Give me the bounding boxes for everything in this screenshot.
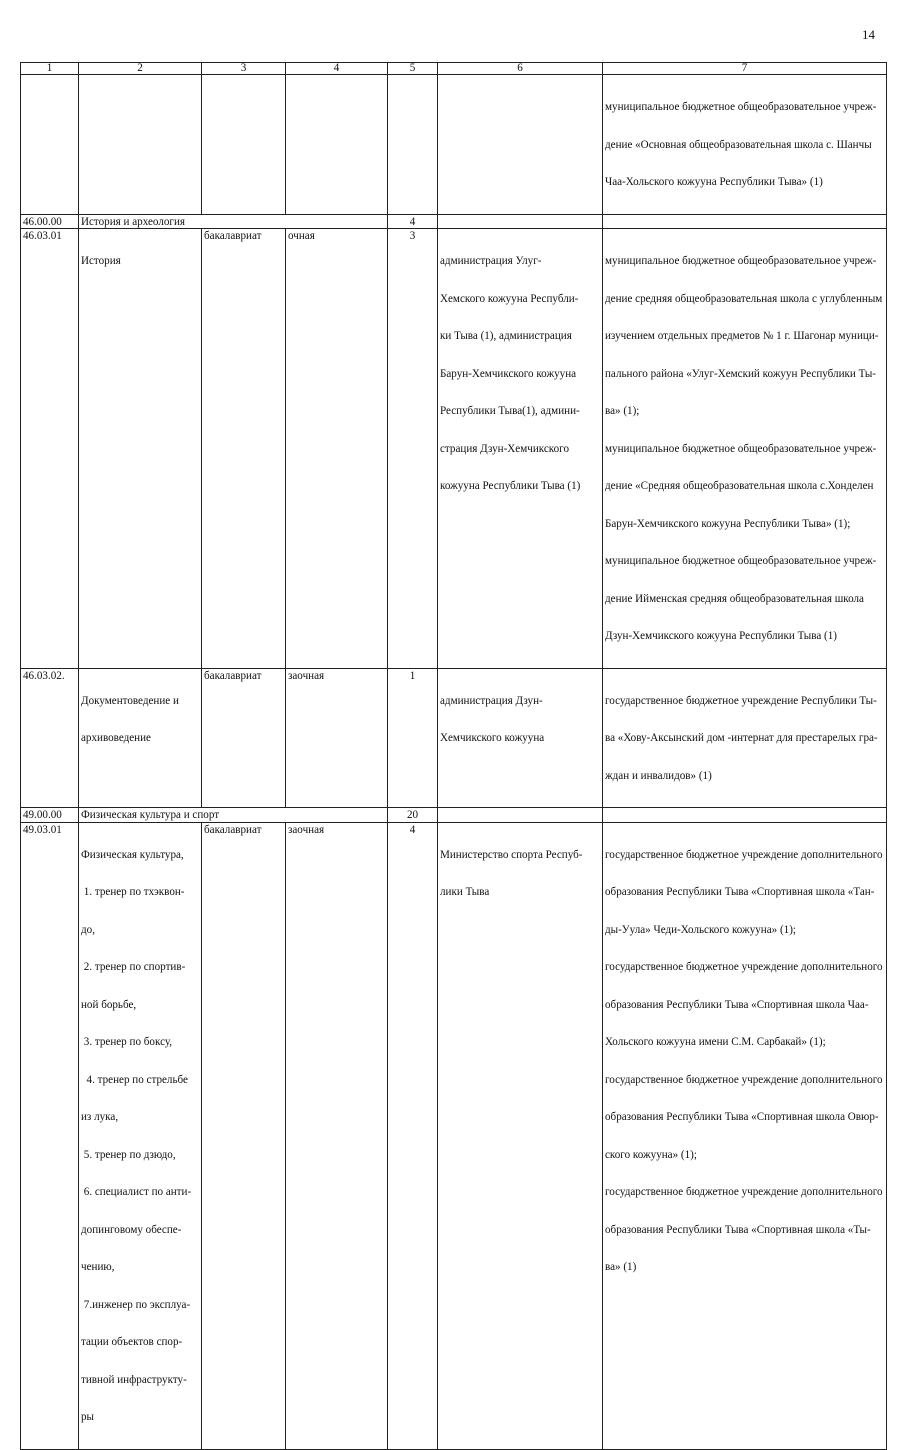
text-line: Дзун-Хемчикского кожууна Республики Тыва (1) [605, 630, 837, 642]
text-line: образования Республики Тыва «Спортивная школа Чаа- [605, 998, 869, 1011]
text-line: архивоведение [81, 732, 151, 744]
count-cell: 3 [388, 229, 438, 669]
form-cell: заочная [286, 822, 388, 1449]
text-line: ры [81, 1411, 95, 1423]
text-line: Хемского кожууна Республи- [440, 292, 579, 305]
code-cell: 49.03.01 [21, 822, 79, 1449]
text-line: муниципальное бюджетное общеобразовательное учреж- [605, 255, 877, 267]
text-line: из лука, [81, 1111, 119, 1123]
group-title-cell: История и археология [79, 214, 388, 229]
text-line: ждан и инвалидов» (1) [605, 769, 712, 782]
organization-cell [603, 229, 887, 669]
form-cell: очная [286, 229, 388, 669]
text-line: Хольского кожууна имени С.М. Сарбакай» (1); [605, 1036, 826, 1048]
text-line: История [81, 255, 121, 267]
employer-cell [438, 75, 603, 215]
text-line: 5. тренер по дзюдо, [81, 1148, 176, 1161]
text-line: тации объектов спор- [81, 1336, 183, 1348]
level-cell [202, 75, 286, 215]
text-line: государственное бюджетное учреждение дополнительного [605, 1073, 883, 1086]
text-line: государственное бюджетное учреждение Республики Ты- [605, 694, 877, 707]
text-line: изучением отдельных предметов № 1 г. Шагонар муници- [605, 330, 879, 342]
code-cell [21, 75, 79, 215]
text-line: допинговому обеспе- [81, 1223, 182, 1236]
text-line: Хемчикского кожууна [440, 732, 545, 744]
programs-table [20, 62, 887, 1450]
group-code-cell: 49.00.00 [21, 808, 79, 823]
text-line: кожууна Республики Тыва (1) [440, 480, 581, 492]
text-line: администрация Дзун- [440, 694, 543, 707]
text-line: государственное бюджетное учреждение дополнительного [605, 1186, 883, 1198]
text-line: 4. тренер по стрельбе [81, 1073, 188, 1086]
group-count-cell: 4 [388, 214, 438, 229]
count-cell: 4 [388, 822, 438, 1449]
form-cell [286, 75, 388, 215]
text-line: ды-Уула» Чеди-Хольского кожууна» (1); [605, 923, 797, 936]
header-cell: 3 [202, 63, 286, 75]
text-line: Республики Тыва(1), админи- [440, 405, 580, 417]
text-line: дение средняя общеобразовательная школа с углубленным [605, 292, 883, 305]
level-cell: бакалавриат [202, 668, 286, 808]
text-line: чению, [81, 1261, 115, 1273]
text-line: Чаа-Хольского кожууна Республики Тыва» (1) [605, 176, 823, 188]
header-cell: 1 [21, 63, 79, 75]
program-cell [79, 668, 202, 808]
program-cell [79, 229, 202, 669]
header-cell: 2 [79, 63, 202, 75]
text-line: государственное бюджетное учреждение дополнительного [605, 848, 883, 861]
empty-cell [603, 808, 887, 823]
table-row [21, 668, 887, 808]
header-cell: 4 [286, 63, 388, 75]
organization-cell [603, 822, 887, 1449]
text-line: 1. тренер по тхэквон- [81, 886, 185, 898]
text-line: до, [81, 923, 95, 936]
text-line: ва «Хову-Аксынский дом -интернат для престарелых гра- [605, 732, 878, 744]
text-line: страция Дзун-Хемчикского [440, 442, 570, 455]
text-line: государственное бюджетное учреждение дополнительного [605, 961, 883, 973]
text-line: тивной инфраструкту- [81, 1373, 187, 1386]
text-line: муниципальное бюджетное общеобразовательное учреж- [605, 101, 877, 113]
header-cell: 7 [603, 63, 887, 75]
header-cell: 5 [388, 63, 438, 75]
organization-cell [603, 75, 887, 215]
header-cell: 6 [438, 63, 603, 75]
group-row [21, 214, 887, 229]
text-line: 7.инженер по эксплуа- [81, 1298, 191, 1311]
form-cell: заочная [286, 668, 388, 808]
table-row [21, 75, 887, 215]
text-line: ва» (1) [605, 1261, 637, 1273]
empty-cell [438, 214, 603, 229]
text-line: ского кожууна» (1); [605, 1148, 697, 1161]
text-line: дение «Основная общеобразовательная школа с. Шанчы [605, 138, 872, 151]
table-row [21, 822, 887, 1449]
code-cell: 46.03.02. [21, 668, 79, 808]
organization-cell [603, 668, 887, 808]
text-line: лики Тыва [440, 886, 490, 898]
table-row [21, 229, 887, 669]
text-line: ва» (1); [605, 405, 640, 417]
table-header-row [21, 63, 887, 75]
text-line: администрация Улуг- [440, 255, 542, 267]
text-line: образования Республики Тыва «Спортивная школа «Тан- [605, 886, 875, 898]
text-line: 2. тренер по спортив- [81, 961, 186, 973]
text-line: ки Тыва (1), администрация [440, 330, 572, 342]
level-cell: бакалавриат [202, 229, 286, 669]
text-line: Документоведение и [81, 694, 179, 707]
page-number: 14 [862, 27, 875, 42]
employer-cell [438, 668, 603, 808]
count-cell [388, 75, 438, 215]
text-line: Министерство спорта Респуб- [440, 848, 583, 861]
group-title-cell: Физическая культура и спорт [79, 808, 388, 823]
employer-cell [438, 229, 603, 669]
text-line: 3. тренер по боксу, [81, 1036, 173, 1048]
text-line: 6. специалист по анти- [81, 1186, 192, 1198]
group-code-cell: 46.00.00 [21, 214, 79, 229]
text-line: дение Ийменская средняя общеобразовательная школа [605, 592, 864, 605]
employer-cell [438, 822, 603, 1449]
text-line: образования Республики Тыва «Спортивная школа Овюр- [605, 1111, 879, 1123]
text-line: муниципальное бюджетное общеобразовательное учреж- [605, 442, 877, 455]
code-cell: 46.03.01 [21, 229, 79, 669]
text-line: муниципальное бюджетное общеобразовательное учреж- [605, 555, 877, 567]
group-row [21, 808, 887, 823]
text-line: Физическая культура, [81, 848, 184, 861]
program-cell [79, 75, 202, 215]
group-count-cell: 20 [388, 808, 438, 823]
empty-cell [603, 214, 887, 229]
text-line: ной борьбе, [81, 998, 137, 1011]
text-line: Барун-Хемчикского кожууна [440, 367, 577, 380]
text-line: Барун-Хемчикского кожууна Республики Тыва» (1); [605, 517, 851, 530]
level-cell: бакалавриат [202, 822, 286, 1449]
text-line: дение «Средняя общеобразовательная школа с.Хонделен [605, 480, 874, 492]
count-cell: 1 [388, 668, 438, 808]
program-cell [79, 822, 202, 1449]
text-line: образования Республики Тыва «Спортивная школа «Ты- [605, 1223, 871, 1236]
text-line: пального района «Улуг-Хемский кожуун Республики Ты- [605, 367, 876, 380]
empty-cell [438, 808, 603, 823]
